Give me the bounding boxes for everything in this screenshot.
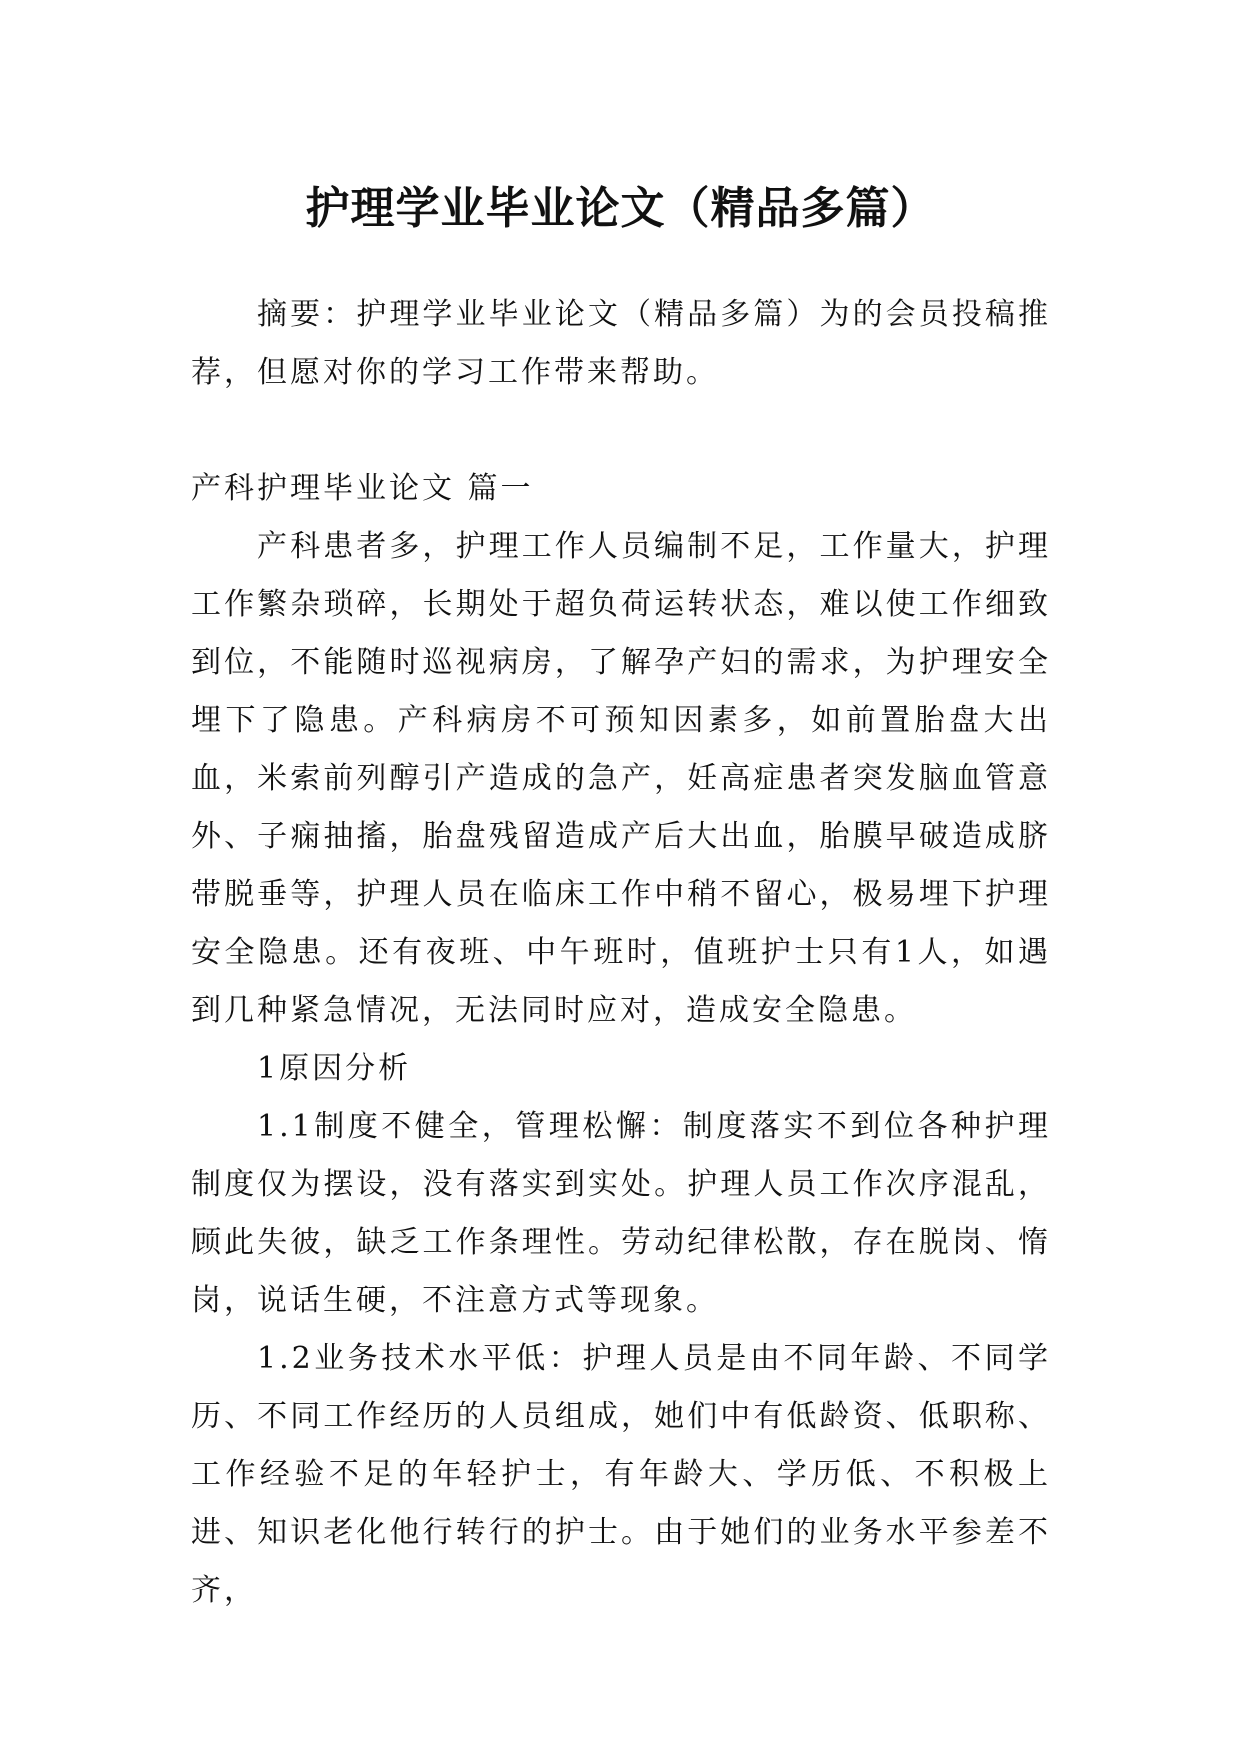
- body-paragraph: 1.1制度不健全，管理松懈：制度落实不到位各种护理制度仅为摆设，没有落实到实处。护理人员工作次序混乱，顾此失彼，缺乏工作条理性。劳动纪律松散，存在脱岗、惰岗，说话生硬，不注意方式等现象。: [191, 1109, 1051, 1318]
- section-block: [191, 460, 1051, 1620]
- subheading-cause-analysis: 1原因分析: [257, 1051, 412, 1086]
- body-paragraph: 产科患者多，护理工作人员编制不足，工作量大，护理工作繁杂琐碎，长期处于超负荷运转状态，难以使工作细致到位，不能随时巡视病房，了解孕产妇的需求，为护理安全埋下了隐患。产科病房不可预知因素多，如前置胎盘大出血，米索前列醇引产造成的急产，妊高症患者突发脑血管意外、子痫抽搐，胎盘残留造成产后大出血，胎膜早破造成脐带脱垂等，护理人员在临床工作中稍不留心，极易埋下护理安全隐患。还有夜班、中午班时，值班护士只有1人，如遇到几种紧急情况，无法同时应对，造成安全隐患。: [191, 529, 1051, 1028]
- section-heading: 产科护理毕业论文 篇一: [191, 471, 534, 506]
- abstract-block: [191, 286, 1051, 402]
- document-title: 护理学业毕业论文（精品多篇）: [305, 183, 936, 235]
- body-paragraph: 1.2业务技术水平低：护理人员是由不同年龄、不同学历、不同工作经历的人员组成，她们中有低龄资、低职称、工作经验不足的年轻护士，有年龄大、学历低、不积极上进、知识老化他行转行的护士。由于她们的业务水平参差不齐，: [191, 1341, 1051, 1608]
- abstract-paragraph: 摘要：护理学业毕业论文（精品多篇）为的会员投稿推荐，但愿对你的学习工作带来帮助。: [191, 297, 1051, 390]
